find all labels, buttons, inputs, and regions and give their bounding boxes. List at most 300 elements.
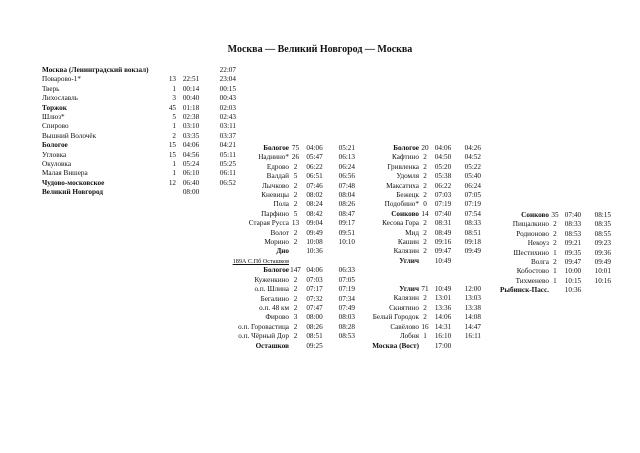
departure-time: 09:49 — [464, 247, 481, 256]
arrival-time — [431, 266, 455, 275]
station-name: Фирово — [265, 313, 289, 322]
arrival-time: 08:51 — [306, 332, 323, 341]
departure-time: 00:15 — [219, 84, 236, 93]
stop-duration: 2 — [293, 322, 298, 331]
stop-duration: 2 — [423, 219, 427, 228]
departure-time: 05:40 — [464, 172, 481, 181]
station-name: Кафтино — [392, 153, 419, 162]
departure-time: 07:05 — [464, 191, 481, 200]
stop-duration: 2 — [172, 131, 176, 140]
arrival-time: 06:10 — [182, 169, 200, 178]
stop-duration: 2 — [293, 228, 298, 237]
timetable-row — [222, 200, 355, 209]
stop-duration: 16 — [421, 322, 429, 331]
timetable-row — [222, 304, 355, 313]
timetable-row — [362, 257, 481, 266]
arrival-time: 14:06 — [434, 313, 452, 322]
stop-duration: 13 — [168, 75, 176, 84]
arrival-time: 06:40 — [182, 178, 200, 187]
timetable-row — [222, 313, 355, 322]
arrival-time: 10:00 — [564, 267, 582, 276]
station-name: Поварово-1* — [42, 75, 81, 84]
station-name: Максатиха — [386, 181, 419, 190]
stop-duration — [289, 342, 302, 351]
timetable-row — [362, 313, 481, 322]
station-name: Кневицы — [261, 191, 289, 200]
timetable-row — [222, 219, 355, 228]
stop-duration: 1 — [172, 122, 176, 131]
station-name: 189А С.Пб Осташков — [232, 257, 289, 265]
departure-time: 08:33 — [464, 219, 481, 228]
arrival-time: 05:47 — [306, 153, 323, 162]
departure-time: 10:10 — [338, 238, 355, 247]
stop-duration — [164, 66, 176, 75]
station-name: Бологое — [263, 266, 289, 275]
departure-time: 14:47 — [464, 322, 481, 331]
arrival-time: 07:40 — [434, 209, 452, 218]
timetable-row — [222, 153, 355, 162]
departure-time: 06:24 — [338, 162, 355, 171]
timetable-row — [500, 249, 611, 258]
arrival-time: 05:20 — [434, 162, 452, 171]
arrival-time: 04:06 — [306, 144, 323, 152]
stop-duration — [419, 342, 431, 351]
station-name: Кашин — [397, 238, 419, 247]
arrival-time: 08:24 — [306, 200, 323, 209]
departure-time: 08:03 — [338, 313, 355, 322]
departure-time: 05:11 — [219, 150, 236, 159]
departure-time: 09:51 — [338, 228, 355, 237]
timetable-row — [222, 144, 355, 153]
timetable-row — [42, 104, 236, 113]
stop-duration: 3 — [293, 313, 298, 322]
timetable-row — [222, 285, 355, 294]
station-name: Шестихино — [513, 248, 549, 257]
departure-time: 22:07 — [219, 66, 236, 74]
arrival-time: 03:10 — [182, 122, 200, 131]
arrival-time: 00:14 — [182, 84, 200, 93]
station-name: Осташков — [255, 341, 289, 350]
departure-time: 08:35 — [594, 220, 611, 229]
departure-time: 04:21 — [219, 141, 236, 150]
arrival-time: 09:47 — [434, 247, 452, 256]
stop-duration: 5 — [172, 113, 176, 122]
arrival-time: 07:03 — [434, 191, 452, 200]
timetable-row — [222, 247, 355, 256]
station-name: Куженкино — [254, 275, 289, 284]
stop-duration: 75 — [291, 144, 300, 152]
stop-duration: 2 — [423, 162, 427, 171]
station-name: Угловка — [42, 150, 67, 159]
station-name: Волот — [270, 228, 289, 237]
station-name: Бологое — [393, 144, 419, 152]
arrival-time: 05:38 — [434, 172, 452, 181]
timetable-row — [362, 266, 481, 275]
station-name: Москва (Вост) — [372, 341, 419, 350]
departure-time: 08:47 — [338, 209, 355, 218]
station-name: Спирово — [42, 122, 69, 131]
stop-duration: 2 — [423, 228, 427, 237]
timetable-row — [362, 304, 481, 313]
stop-duration: 1 — [553, 248, 557, 257]
departure-time: 02:43 — [219, 113, 236, 122]
departure-time: 05:22 — [464, 162, 481, 171]
arrival-time: 06:22 — [434, 181, 452, 190]
station-name: Едрово — [266, 162, 289, 171]
station-name: Калязин — [393, 247, 419, 256]
departure-time: 08:53 — [338, 332, 355, 341]
stop-duration: 2 — [423, 153, 427, 162]
timetable-row — [362, 219, 481, 228]
station-name: Малая Вишера — [42, 169, 88, 178]
timetable-row — [362, 210, 481, 219]
station-name: о.п. Шлина — [254, 285, 289, 294]
stop-duration: 1 — [172, 84, 176, 93]
stop-duration: 1 — [553, 276, 557, 285]
timetable-row — [42, 169, 236, 178]
timetable-row — [362, 342, 481, 351]
timetable-row — [42, 94, 236, 103]
arrival-time: 10:36 — [306, 247, 323, 256]
station-name: Некоуз — [527, 239, 549, 248]
departure-time: 06:56 — [338, 172, 355, 181]
departure-time — [455, 342, 481, 351]
arrival-time: 04:56 — [182, 150, 200, 159]
departure-time — [327, 257, 355, 266]
stop-duration: 71 — [421, 285, 429, 294]
timetable-row — [362, 238, 481, 247]
arrival-time: 06:51 — [306, 172, 323, 181]
stop-duration: 13 — [291, 219, 300, 228]
departure-time: 05:21 — [338, 144, 355, 152]
arrival-time: 07:17 — [306, 285, 323, 294]
stop-duration: 2 — [293, 303, 298, 312]
station-name: о.п. Горовастица — [238, 322, 289, 331]
stop-duration: 1 — [172, 169, 176, 178]
departure-time: 08:04 — [338, 191, 355, 200]
stop-duration: 3 — [172, 94, 176, 103]
departure-time: 07:34 — [338, 294, 355, 303]
timetable-block-bologoe-dno-ostashkov — [222, 144, 355, 351]
timetable-row — [42, 66, 236, 75]
timetable-row — [222, 163, 355, 172]
station-name: Кесова Гора — [382, 219, 419, 228]
station-name: Сонково — [521, 211, 549, 219]
station-name: Валдай — [266, 172, 289, 181]
timetable-row — [362, 323, 481, 332]
timetable-row — [362, 153, 481, 162]
departure-time: 09:17 — [338, 219, 355, 228]
arrival-time — [176, 66, 206, 75]
arrival-time: 07:46 — [306, 181, 323, 190]
station-name: Рыбинск-Пасс. — [500, 286, 549, 295]
stop-duration: 0 — [423, 200, 427, 209]
station-name: Калязин — [393, 294, 419, 303]
timetable-row — [222, 229, 355, 238]
arrival-time — [431, 276, 455, 285]
timetable-row — [42, 122, 236, 131]
station-name: Савёлово — [390, 322, 419, 331]
stop-duration: 2 — [423, 313, 427, 322]
departure-time: 13:38 — [464, 303, 481, 312]
arrival-time: 17:00 — [434, 341, 452, 350]
arrival-time: 09:16 — [434, 238, 452, 247]
arrival-time: 08:00 — [306, 313, 323, 322]
stop-duration: 2 — [423, 303, 427, 312]
arrival-time: 04:06 — [434, 144, 452, 152]
station-name: Пола — [273, 200, 289, 209]
stop-duration: 45 — [168, 103, 176, 112]
arrival-time: 09:04 — [306, 219, 323, 228]
station-name: Пищалкино — [512, 220, 549, 229]
arrival-time: 13:36 — [434, 303, 452, 312]
arrival-time: 08:02 — [306, 191, 323, 200]
departure-time — [585, 286, 611, 295]
station-name: Окуловка — [42, 160, 72, 169]
arrival-time: 09:47 — [564, 258, 582, 267]
station-name: Тверь — [42, 84, 60, 93]
departure-time: 02:03 — [219, 103, 236, 112]
timetable-row — [222, 276, 355, 285]
timetable-row — [362, 200, 481, 209]
departure-time: 08:15 — [594, 211, 611, 219]
stop-duration: 2 — [553, 239, 557, 248]
departure-time: 10:16 — [594, 276, 611, 285]
arrival-time: 08:00 — [182, 188, 200, 197]
timetable-row — [42, 113, 236, 122]
departure-time: 23:04 — [219, 75, 236, 84]
timetable-row — [222, 191, 355, 200]
timetable-row — [362, 332, 481, 341]
timetable-row — [362, 247, 481, 256]
station-name: Москва (Ленинградский вокзал) — [42, 66, 149, 74]
station-name: Бологое — [42, 141, 68, 150]
timetable-row — [42, 160, 236, 169]
departure-time: 06:11 — [219, 169, 236, 178]
station-name: Тихменево — [515, 276, 549, 285]
arrival-time: 07:47 — [306, 303, 323, 312]
arrival-time: 09:21 — [564, 239, 582, 248]
arrival-time: 05:24 — [182, 160, 200, 169]
stop-duration: 2 — [293, 191, 298, 200]
departure-time: 07:54 — [464, 209, 481, 218]
arrival-time: 09:25 — [306, 341, 323, 350]
stop-duration: 2 — [293, 200, 298, 209]
arrival-time — [302, 257, 327, 266]
station-name: Старая Русса — [248, 219, 289, 228]
stop-duration: 2 — [423, 172, 427, 181]
station-name: Бежецк — [396, 191, 419, 200]
departure-time: 12:00 — [464, 285, 481, 294]
station-name: Шлюз* — [42, 113, 65, 122]
station-name — [362, 276, 419, 285]
stop-duration — [289, 247, 302, 256]
departure-time — [327, 342, 355, 351]
arrival-time: 16:10 — [434, 332, 452, 341]
timetable-row — [500, 220, 611, 229]
timetable-row — [42, 151, 236, 160]
timetable-row — [222, 210, 355, 219]
timetable-row — [42, 132, 236, 141]
stop-duration — [419, 266, 431, 275]
timetable-row — [42, 141, 236, 150]
station-name: Мид — [405, 228, 419, 237]
station-name: Кобостово — [516, 267, 549, 276]
stop-duration — [164, 188, 176, 197]
arrival-time: 09:35 — [564, 248, 582, 257]
station-name: о.п. Чёрный Дор — [238, 332, 289, 341]
stop-duration: 20 — [421, 144, 429, 152]
arrival-time: 09:49 — [306, 228, 323, 237]
arrival-time: 13:01 — [434, 294, 452, 303]
timetable-row — [362, 182, 481, 191]
station-name: о.п. 48 км — [259, 303, 289, 312]
departure-time: 09:23 — [594, 239, 611, 248]
station-name: Морино — [264, 238, 289, 247]
arrival-time: 10:36 — [564, 286, 582, 295]
station-name: Чудово-московское — [42, 178, 105, 187]
arrival-time: 08:49 — [434, 228, 452, 237]
stop-duration: 12 — [168, 178, 176, 187]
stop-duration — [549, 286, 561, 295]
departure-time — [327, 247, 355, 256]
stop-duration: 2 — [293, 285, 298, 294]
timetable-row — [222, 172, 355, 181]
stop-duration: 1 — [172, 160, 176, 169]
departure-time: 07:48 — [338, 181, 355, 190]
departure-time: 06:24 — [464, 181, 481, 190]
arrival-time: 04:50 — [434, 153, 452, 162]
arrival-time: 08:53 — [564, 229, 582, 238]
departure-time: 07:05 — [338, 275, 355, 284]
timetable-block-moscow-novgorod — [42, 66, 236, 198]
stop-duration: 2 — [423, 238, 427, 247]
station-name: Великий Новгород — [42, 188, 103, 197]
stop-duration: 2 — [293, 162, 298, 171]
stop-duration: 35 — [551, 211, 559, 219]
arrival-time: 03:35 — [182, 131, 200, 140]
timetable-row — [222, 257, 355, 266]
station-name: Торжок — [42, 103, 67, 112]
arrival-time: 22:51 — [182, 75, 200, 84]
stop-duration: 5 — [293, 209, 298, 218]
arrival-time: 07:40 — [564, 211, 582, 219]
arrival-time: 10:15 — [564, 276, 582, 285]
departure-time: 08:55 — [594, 229, 611, 238]
departure-time — [455, 276, 481, 285]
arrival-time: 10:49 — [434, 256, 452, 265]
timetable-row — [222, 332, 355, 341]
departure-time: 16:11 — [464, 332, 481, 341]
station-name: Удомля — [396, 172, 419, 181]
station-name: Белый Городок — [372, 313, 419, 322]
departure-time: 07:19 — [464, 200, 481, 209]
timetable-row — [362, 191, 481, 200]
arrival-time: 00:40 — [182, 94, 200, 103]
departure-time: 06:13 — [338, 153, 355, 162]
stop-duration: 2 — [293, 332, 298, 341]
timetable-row — [222, 238, 355, 247]
departure-time: 13:03 — [464, 294, 481, 303]
arrival-time: 04:06 — [306, 266, 323, 275]
timetable-row — [222, 266, 355, 275]
departure-time: 04:26 — [464, 144, 481, 152]
timetable-row — [222, 182, 355, 191]
timetable-row — [222, 323, 355, 332]
stop-duration: 2 — [423, 247, 427, 256]
station-name: Родионово — [516, 229, 549, 238]
station-name: Дно — [276, 247, 289, 256]
arrival-time: 08:31 — [434, 219, 452, 228]
departure-time — [455, 266, 481, 275]
stop-duration: 15 — [168, 141, 176, 150]
stop-duration — [419, 276, 431, 285]
departure-time: 09:18 — [464, 238, 481, 247]
stop-duration: 2 — [293, 275, 298, 284]
timetable-row — [500, 286, 611, 295]
timetable-row — [500, 211, 611, 220]
timetable-block-sonkovo-rybinsk — [500, 211, 611, 296]
page-title: Москва — Великий Новгород — Москва — [227, 44, 413, 55]
departure-time: 05:25 — [219, 160, 236, 169]
arrival-time: 14:31 — [434, 322, 452, 331]
stop-duration: 14 — [421, 209, 429, 218]
timetable-row — [222, 342, 355, 351]
stop-duration: 147 — [290, 266, 301, 275]
station-name: Углич — [399, 285, 419, 294]
arrival-time: 10:08 — [306, 238, 323, 247]
stop-duration — [289, 257, 302, 266]
stop-duration: 5 — [293, 172, 298, 181]
departure-time: 09:49 — [594, 258, 611, 267]
timetable-row — [362, 144, 481, 153]
station-name: Подобино* — [384, 200, 419, 209]
departure-time: 07:19 — [338, 285, 355, 294]
stop-duration — [419, 257, 431, 266]
stop-duration: 2 — [423, 294, 427, 303]
timetable-row — [222, 295, 355, 304]
timetable-row — [42, 179, 236, 188]
departure-time: 10:01 — [594, 267, 611, 276]
departure-time: 03:11 — [219, 122, 236, 131]
stop-duration: 2 — [293, 238, 298, 247]
timetable-row — [500, 239, 611, 248]
stop-duration: 2 — [553, 229, 557, 238]
timetable-row — [42, 188, 236, 197]
departure-time: 08:51 — [464, 228, 481, 237]
arrival-time: 08:33 — [564, 220, 582, 229]
station-name: Лихославль — [42, 94, 78, 103]
station-name: Вышний Волочёк — [42, 131, 97, 140]
stop-duration: 2 — [293, 294, 298, 303]
station-name: Лобня — [399, 332, 419, 341]
stop-duration: 2 — [423, 191, 427, 200]
timetable-row — [362, 229, 481, 238]
timetable-row — [42, 85, 236, 94]
stop-duration: 1 — [553, 267, 557, 276]
departure-time: 09:36 — [594, 248, 611, 257]
stop-duration: 2 — [553, 258, 557, 267]
station-name: Углич — [399, 256, 419, 265]
timetable-row — [362, 163, 481, 172]
arrival-time: 07:19 — [434, 200, 452, 209]
departure-time: 07:49 — [338, 303, 355, 312]
station-name: Сонково — [391, 209, 419, 218]
arrival-time: 04:06 — [182, 141, 200, 150]
departure-time — [455, 257, 481, 266]
station-name: Лычково — [262, 181, 289, 190]
stop-duration: 15 — [168, 150, 176, 159]
